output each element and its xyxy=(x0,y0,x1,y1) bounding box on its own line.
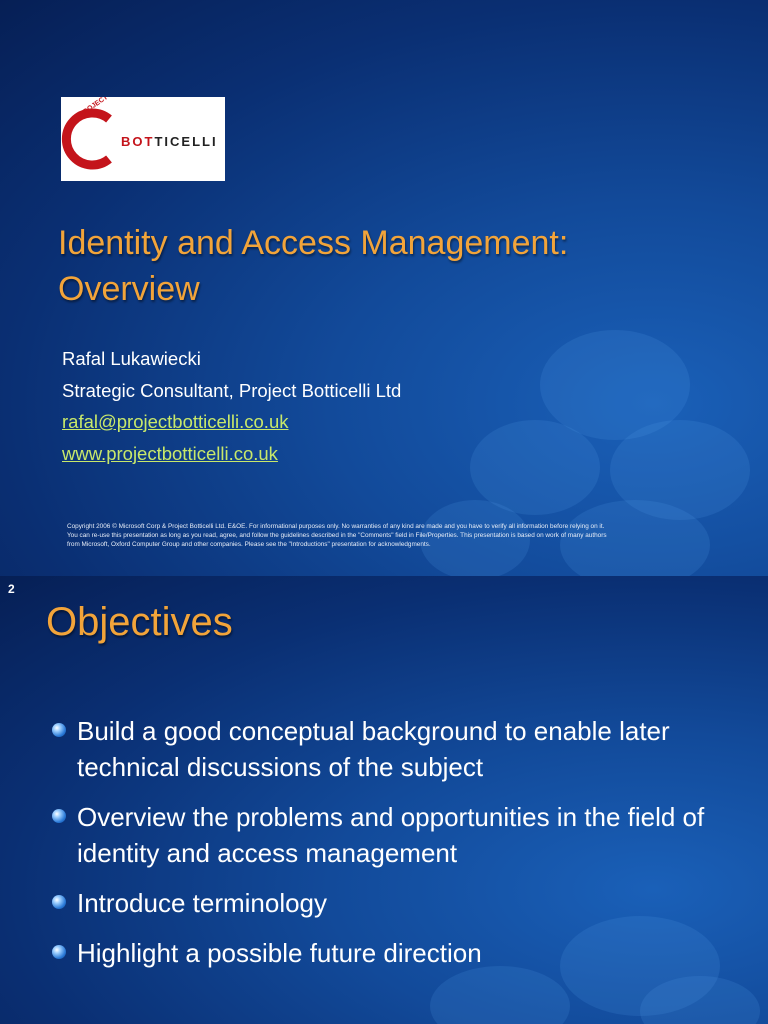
project-botticelli-logo xyxy=(61,97,225,181)
copyright-notice: Copyright 2006 © Microsoft Corp & Project Botticelli Ltd. E&OE. For informational purposes only. No warranties of any kind are made and you have to verify all information before relying on it. You can re-use this presentation as long as you read, agree, and follow the guidelines described in the "Comments" field in File/Properties. This presentation is based on work of many authors from Microsoft, Oxford Computer Group and other companies. Please see the "Introductions" presentation for acknowledgments. xyxy=(67,523,607,548)
presenter-info xyxy=(62,343,401,469)
bullet-orb-icon xyxy=(52,895,66,909)
bullet-text: Overview the problems and opportunities in the field of identity and access management xyxy=(77,802,705,868)
list-item xyxy=(48,799,738,871)
list-item xyxy=(48,713,738,785)
website-link[interactable]: www.projectbotticelli.co.uk xyxy=(62,442,278,464)
logo-wordmark: BOTTICELLI xyxy=(121,134,218,149)
objectives-slide xyxy=(0,576,768,1024)
author-name: Rafal Lukawiecki xyxy=(62,348,201,369)
svg-text:PROJECT: PROJECT xyxy=(78,97,110,119)
email-link[interactable]: rafal@projectbotticelli.co.uk xyxy=(62,411,289,432)
slide-heading: Objectives xyxy=(46,600,233,644)
bullet-text: Highlight a possible future direction xyxy=(77,938,482,968)
author-role: Strategic Consultant, Project Botticelli Ltd xyxy=(62,379,402,401)
objectives-list xyxy=(48,713,738,985)
bullet-orb-icon xyxy=(52,945,66,959)
slide-number: 2 xyxy=(8,582,15,596)
slide-title xyxy=(58,220,718,312)
bullet-text: Introduce terminology xyxy=(77,888,328,918)
bullet-orb-icon xyxy=(52,723,66,737)
list-item xyxy=(48,885,738,921)
list-item xyxy=(48,935,738,971)
bullet-text: Build a good conceptual background to enable later technical discussions of the subject xyxy=(77,716,670,782)
title-line-2: Overview xyxy=(58,270,200,308)
title-line-1: Identity and Access Management: xyxy=(58,224,569,262)
bullet-orb-icon xyxy=(52,809,66,823)
